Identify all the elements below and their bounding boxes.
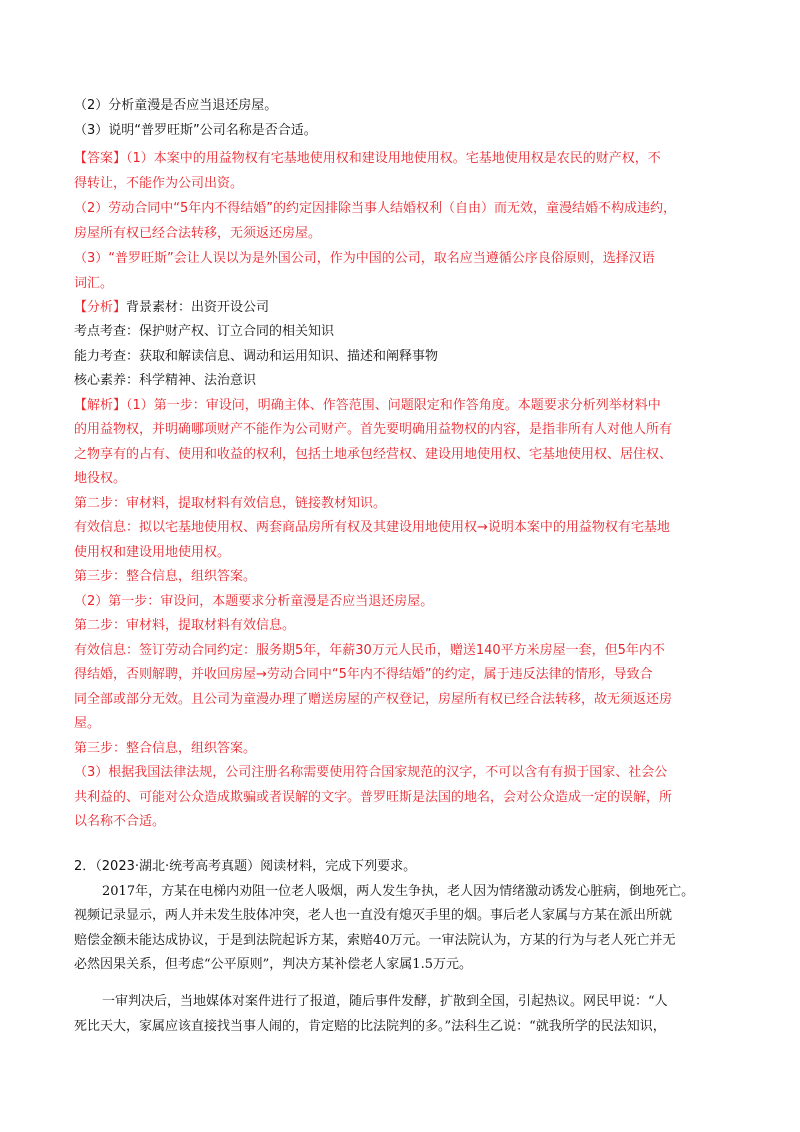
explanation-line-2: 的用益物权，并明确哪项财产不能作为公司财产。首先要明确用益物权的内容，是指非所有人对他人所有 bbox=[74, 422, 673, 437]
explanation-line-4: 地役权。 bbox=[74, 471, 127, 486]
material-p2-line-1: 一审判决后，当地媒体对案件进行了报道，随后事件发酵，扩散到全国，引起热议。网民甲说：“人 bbox=[102, 994, 668, 1009]
answer-line-5: （3）“普罗旺斯”会让人误以为是外国公司，作为中国的公司，取名应当遵循公序良俗原则，选择汉语 bbox=[74, 251, 655, 266]
analysis-background: 背景素材：出资开设公司 bbox=[126, 300, 270, 315]
explanation-line-7: 使用权和建设用地使用权。 bbox=[74, 545, 231, 560]
material-p1-line-3: 赔偿金额未能达成协议，于是到法院起诉方某，索赔40万元。一审法院认为，方某的行为与老人死亡并无 bbox=[74, 933, 676, 948]
explanation-line-18: 以名称不合适。 bbox=[74, 814, 166, 829]
explanation-line-14: 屋。 bbox=[74, 716, 101, 731]
explanation-line-12: 得结婚，否则解聘，并收回房屋→劳动合同中“5年内不得结婚”的约定，属于违反法律的情形，导致合 bbox=[74, 667, 653, 682]
material-p1-line-1: 2017年，方某在电梯内劝阻一位老人吸烟，两人发生争执，老人因为情绪激动诱发心脏病，倒地死亡。 bbox=[102, 884, 695, 899]
material-p1-line-4: 必然因果关系，但考虑“公平原则”，判决方某补偿老人家属1.5万元。 bbox=[74, 957, 472, 972]
explanation-line-6: 有效信息：拟以宅基地使用权、两套商品房所有权及其建设用地使用权→说明本案中的用益物权有宅基地 bbox=[74, 520, 670, 535]
explanation-line-10: 第二步：审材料，提取材料有效信息。 bbox=[74, 618, 296, 633]
explanation-line-1: 【解析】（1）第一步：审设问，明确主体、作答范围、问题限定和作答角度。本题要求分析列举材料中 bbox=[74, 398, 661, 413]
explanation-line-3: 之物享有的占有、使用和收益的权利，包括土地承包经营权、建设用地使用权、宅基地使用权、居住权、 bbox=[74, 447, 673, 462]
material-p1-line-2: 视频记录显示，两人并未发生肢体冲突，老人也一直没有熄灭手里的烟。事后老人家属与方某在派出所就 bbox=[74, 908, 673, 923]
question-3-text: （3）说明“普罗旺斯”公司名称是否合适。 bbox=[74, 123, 317, 138]
explanation-line-13: 同全部或部分无效。且公司为童漫办理了赠送房屋的产权登记，房屋所有权已经合法转移，故无须返还房 bbox=[74, 692, 673, 707]
answer-line-2: 得转让，不能作为公司出资。 bbox=[74, 176, 244, 191]
answer-line-4: 房屋所有权已经合法转移，无须返还房屋。 bbox=[74, 226, 322, 241]
answer-line-1: 【答案】（1）本案中的用益物权有宅基地使用权和建设用地使用权。宅基地使用权是农民的财产权，不 bbox=[74, 151, 661, 166]
question-2-text: （2）分析童漫是否应当退还房屋。 bbox=[74, 98, 278, 113]
explanation-line-16: （3）根据我国法律法规，公司注册名称需要使用符合国家规范的汉字，不可以含有有损于国家、社会公 bbox=[74, 765, 668, 780]
answer-line-6: 词汇。 bbox=[74, 276, 114, 291]
explanation-line-8: 第三步：整合信息，组织答案。 bbox=[74, 569, 257, 584]
explanation-line-15: 第三步：整合信息，组织答案。 bbox=[74, 741, 257, 756]
explanation-line-17: 共利益的、可能对公众造成欺骗或者误解的文字。普罗旺斯是法国的地名，会对公众造成一定的误解，所 bbox=[74, 790, 673, 805]
explanation-line-9: （2）第一步：审设问，本题要求分析童漫是否应当退还房屋。 bbox=[74, 594, 434, 609]
explanation-line-11: 有效信息：签订劳动合同约定：服务期5年，年薪30万元人民币，赠送140平方米房屋一套，但5年内不 bbox=[74, 643, 665, 658]
explanation-line-5: 第二步：审材料，提取材料有效信息，链接教材知识。 bbox=[74, 496, 387, 511]
analysis-line-1 bbox=[74, 299, 738, 317]
analysis-line-4: 核心素养：科学精神、法治意识 bbox=[74, 373, 257, 388]
material-p2-line-2: 死比天大，家属应该直接找当事人闹的，肯定赔的比法院判的多。”法科生乙说：“就我所学的民法知识， bbox=[74, 1019, 666, 1034]
analysis-line-2: 考点考查：保护财产权、订立合同的相关知识 bbox=[74, 324, 335, 339]
answer-line-3: （2）劳动合同中“5年内不得结婚”的约定因排除当事人结婚权利（自由）而无效，童漫结婚不构成违约， bbox=[74, 201, 677, 216]
question-2-header: 2．（2023·湖北·统考高考真题）阅读材料，完成下列要求。 bbox=[74, 859, 417, 874]
analysis-line-3: 能力考查：获取和解读信息、调动和运用知识、描述和阐释事物 bbox=[74, 349, 439, 364]
analysis-label: 【分析】 bbox=[74, 300, 127, 315]
